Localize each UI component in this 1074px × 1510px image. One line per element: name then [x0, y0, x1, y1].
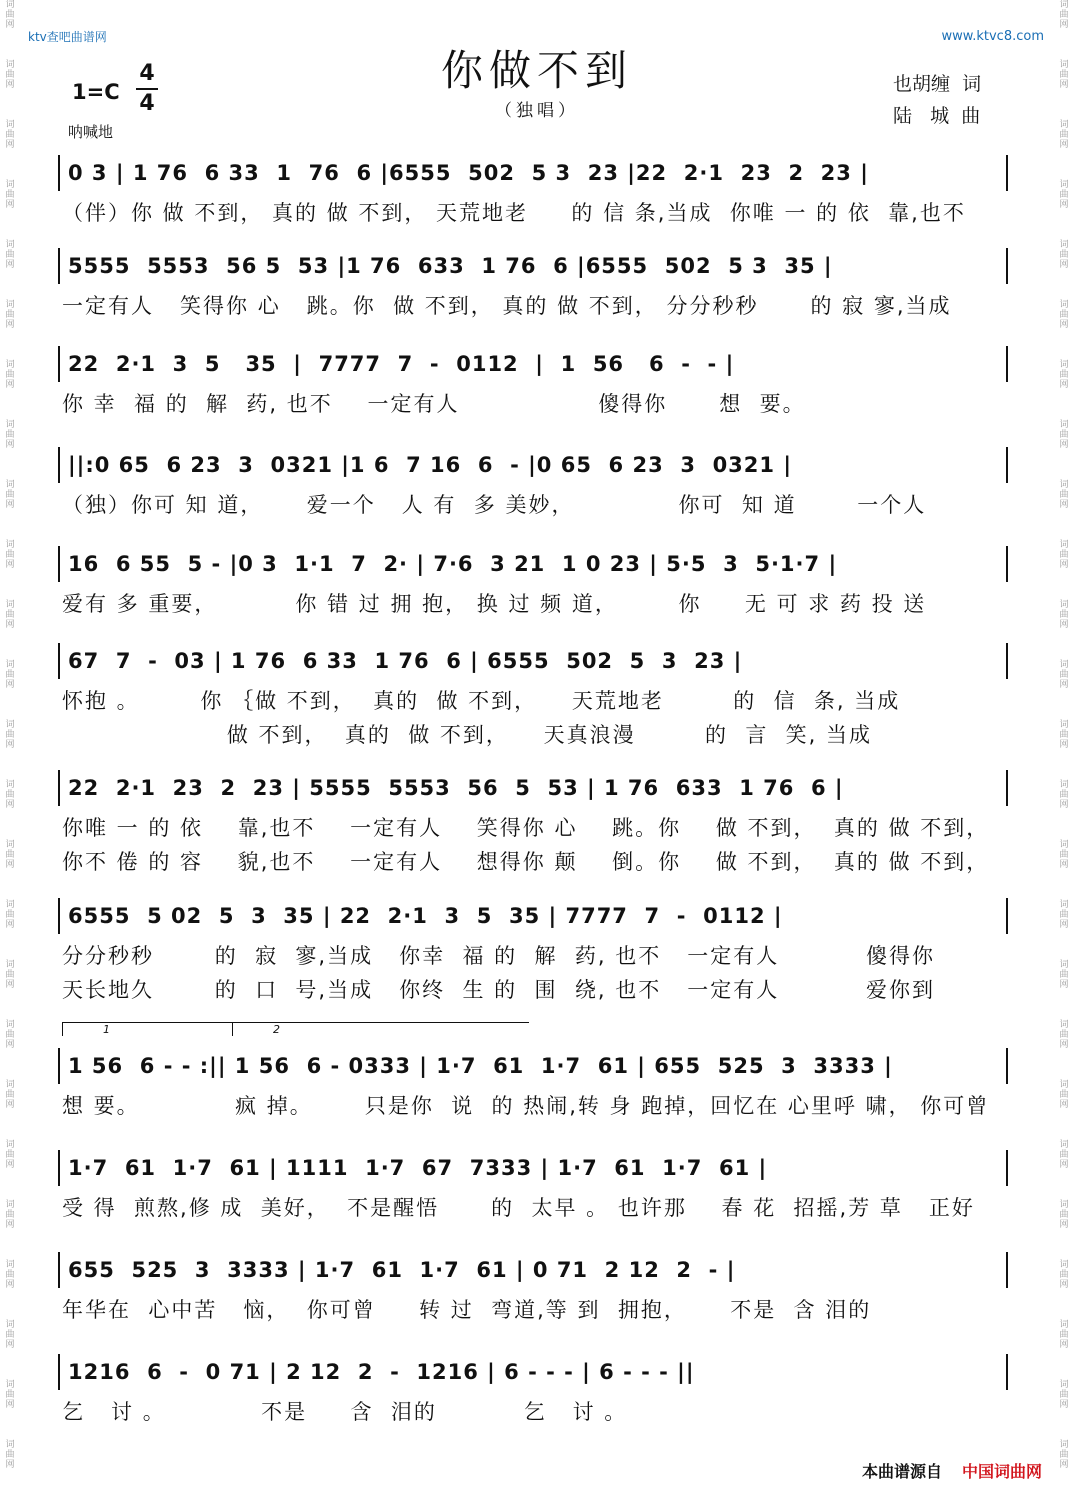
side-watermark-text: 词 曲 网: [1059, 960, 1069, 990]
note-line: 16 6 55 5 - |0 3 1·1 7 2· | 7·6 3 21 1 0 23 | 5·5 3 5·1·7 |: [58, 546, 1008, 582]
volta-bracket: 1: [62, 1022, 263, 1036]
side-watermark-text: 词 曲 网: [5, 840, 15, 870]
side-watermark-text: 词 曲 网: [5, 0, 15, 30]
lyric-line: （伴）你 做 不到， 真的 做 不到， 天荒地老 的 信 条,当成 你唯 一 的 依 靠,也不: [62, 201, 966, 225]
side-watermark-text: 词 曲 网: [5, 1260, 15, 1290]
side-watermark-text: 词 曲 网: [1059, 1380, 1069, 1410]
side-watermark-text: 词 曲 网: [5, 780, 15, 810]
lyric-line: 天长地久 的 口 号,当成 你终 生 的 围 绕, 也不 一定有人 爱你到: [62, 978, 935, 1002]
lyric-line: 年华在 心中苦 恼， 你可曾 转 过 弯道,等 到 拥抱， 不是 含 泪的: [62, 1298, 872, 1322]
time-signature: [136, 62, 158, 116]
side-watermark-text: 词 曲 网: [5, 300, 15, 330]
side-watermark-text: 词 曲 网: [1059, 1440, 1069, 1470]
side-watermark-text: 词 曲 网: [5, 1080, 15, 1110]
note-line: 5555 5553 56 5 53 |1 76 633 1 76 6 |6555 502 5 3 35 |: [58, 248, 1008, 284]
side-watermark-text: 词 曲 网: [5, 1200, 15, 1230]
lyricist-credit: 也胡缠 词: [893, 73, 982, 95]
side-watermark-text: 词 曲 网: [1059, 1080, 1069, 1110]
side-watermark-text: 词 曲 网: [1059, 180, 1069, 210]
side-watermark-text: 词 曲 网: [1059, 1200, 1069, 1230]
side-watermark-text: 词 曲 网: [5, 240, 15, 270]
note-line: 1 56 6 - - :|| 1 56 6 - 0333 | 1·7 61 1·7 61 | 655 525 3 3333 |: [58, 1048, 1008, 1084]
lyric-line: 你唯 一 的 依 靠,也不 一定有人 笑得你 心 跳。你 做 不到， 真的 做 不到，: [62, 816, 990, 840]
footer-site-name: 中国词曲网: [961, 1462, 1042, 1481]
lyric-line: 分分秒秒 的 寂 寥,当成 你幸 福 的 解 药, 也不 一定有人 傻得你: [62, 944, 935, 968]
lyric-line: 做 不到， 真的 做 不到， 天真浪漫 的 言 笑, 当成: [62, 723, 873, 747]
side-watermark-text: 词 曲 网: [1059, 420, 1069, 450]
side-watermark-text: 词 曲 网: [1059, 60, 1069, 90]
side-watermark-text: 词 曲 网: [5, 720, 15, 750]
side-watermark-text: 词 曲 网: [5, 900, 15, 930]
side-watermark-text: 词 曲 网: [5, 540, 15, 570]
note-line: 67 7 - 03 | 1 76 6 33 1 76 6 | 6555 502 5 3 23 |: [58, 643, 1008, 679]
lyric-line: 一定有人 笑得你 心 跳。你 做 不到， 真的 做 不到， 分分秒秒 的 寂 寥,当成: [62, 294, 952, 318]
meter-bottom: 4: [139, 91, 155, 116]
side-watermark-text: 词 曲 网: [5, 360, 15, 390]
lyric-line: 想 要。 疯 掉。 只是你 说 的 热闹,转 身 跑掉，回忆在 心里呼 啸， 你可曾: [62, 1094, 990, 1118]
side-watermark-text: 词 曲 网: [1059, 600, 1069, 630]
side-watermark-text: 词 曲 网: [5, 1380, 15, 1410]
top-right-watermark: www.ktvc8.com: [941, 29, 1044, 44]
side-watermark-text: 词 曲 网: [1059, 1260, 1069, 1290]
lyric-line: 你 幸 福 的 解 药, 也不 一定有人 傻得你 想 要。: [62, 392, 806, 416]
side-watermark-text: 词 曲 网: [1059, 0, 1069, 30]
volta-bracket: 2: [232, 1022, 529, 1036]
credits: [893, 68, 981, 132]
note-line: 655 525 3 3333 | 1·7 61 1·7 61 | 0 71 2 12 2 - |: [58, 1252, 1008, 1288]
meter-top: 4: [139, 61, 155, 86]
side-watermark-text: 词 曲 网: [1059, 240, 1069, 270]
note-line: 1·7 61 1·7 61 | 1111 1·7 67 7333 | 1·7 61 1·7 61 |: [58, 1150, 1008, 1186]
side-watermark-text: 词 曲 网: [1059, 720, 1069, 750]
side-watermark-text: 词 曲 网: [1059, 360, 1069, 390]
lyric-line: 爱有 多 重要， 你 错 过 拥 抱， 换 过 频 道， 你 无 可 求 药 投 送: [62, 592, 927, 616]
song-subtitle: （独唱）: [495, 101, 579, 121]
side-watermark-text: 词 曲 网: [5, 60, 15, 90]
footer-source: [862, 1459, 1042, 1482]
tempo-marking: 呐喊地: [68, 123, 114, 141]
side-watermark-text: 词 曲 网: [5, 120, 15, 150]
side-watermark-text: 词 曲 网: [1059, 1020, 1069, 1050]
note-line: ||:0 65 6 23 3 0321 |1 6 7 16 6 - |0 65 6 23 3 0321 |: [58, 447, 1008, 483]
lyric-line: 你不 倦 的 容 貌,也不 一定有人 想得你 颠 倒。你 做 不到， 真的 做 不到，: [62, 850, 990, 874]
lyric-line: 受 得 煎熬,修 成 美好， 不是醒悟 的 太早 。 也许那 春 花 招摇,芳 草 正好: [62, 1196, 975, 1220]
side-watermark-text: 词 曲 网: [5, 600, 15, 630]
side-watermark-text: 词 曲 网: [1059, 840, 1069, 870]
side-watermark-text: 词 曲 网: [5, 1140, 15, 1170]
lyric-line: （独）你可 知 道， 爱一个 人 有 多 美妙， 你可 知 道 一个人: [62, 493, 927, 517]
side-watermark-text: 词 曲 网: [5, 1020, 15, 1050]
side-watermark-text: 词 曲 网: [5, 660, 15, 690]
side-watermark-text: 词 曲 网: [1059, 900, 1069, 930]
note-line: 22 2·1 3 5 35 | 7777 7 - 0112 | 1 56 6 - - |: [58, 346, 1008, 382]
left-watermark-strip: [2, 0, 18, 1510]
note-line: 0 3 | 1 76 6 33 1 76 6 |6555 502 5 3 23 |22 2·1 23 2 23 |: [58, 155, 1008, 191]
side-watermark-text: 词 曲 网: [5, 1320, 15, 1350]
side-watermark-text: 词 曲 网: [5, 180, 15, 210]
side-watermark-text: 词 曲 网: [1059, 780, 1069, 810]
side-watermark-text: 词 曲 网: [1059, 540, 1069, 570]
right-watermark-strip: [1056, 0, 1072, 1510]
note-line: 1216 6 - 0 71 | 2 12 2 - 1216 | 6 - - - | 6 - - - ||: [58, 1354, 1008, 1390]
note-line: 6555 5 02 5 3 35 | 22 2·1 3 5 35 | 7777 7 - 0112 |: [58, 898, 1008, 934]
side-watermark-text: 词 曲 网: [5, 420, 15, 450]
side-watermark-text: 词 曲 网: [1059, 660, 1069, 690]
note-line: 22 2·1 23 2 23 | 5555 5553 56 5 53 | 1 76 633 1 76 6 |: [58, 770, 1008, 806]
side-watermark-text: 词 曲 网: [1059, 300, 1069, 330]
meter-line: [136, 88, 158, 90]
composer-credit: 陆 城 曲: [893, 105, 981, 127]
side-watermark-text: 词 曲 网: [5, 960, 15, 990]
lyric-line: 乞 讨 。 不是 含 泪的 乞 讨 。: [62, 1400, 628, 1424]
key-signature: 1=C: [72, 80, 120, 104]
side-watermark-text: 词 曲 网: [5, 480, 15, 510]
side-watermark-text: 词 曲 网: [1059, 480, 1069, 510]
song-title: 你做不到: [440, 46, 633, 95]
footer-source-label: 本曲谱源自: [861, 1462, 942, 1481]
side-watermark-text: 词 曲 网: [1059, 120, 1069, 150]
lyric-line: 怀抱 。 你 ｛做 不到， 真的 做 不到， 天荒地老 的 信 条, 当成: [62, 689, 901, 713]
side-watermark-text: 词 曲 网: [5, 1440, 15, 1470]
top-left-watermark: ktv查吧曲谱网: [28, 30, 107, 44]
side-watermark-text: 词 曲 网: [1059, 1320, 1069, 1350]
side-watermark-text: 词 曲 网: [1059, 1140, 1069, 1170]
